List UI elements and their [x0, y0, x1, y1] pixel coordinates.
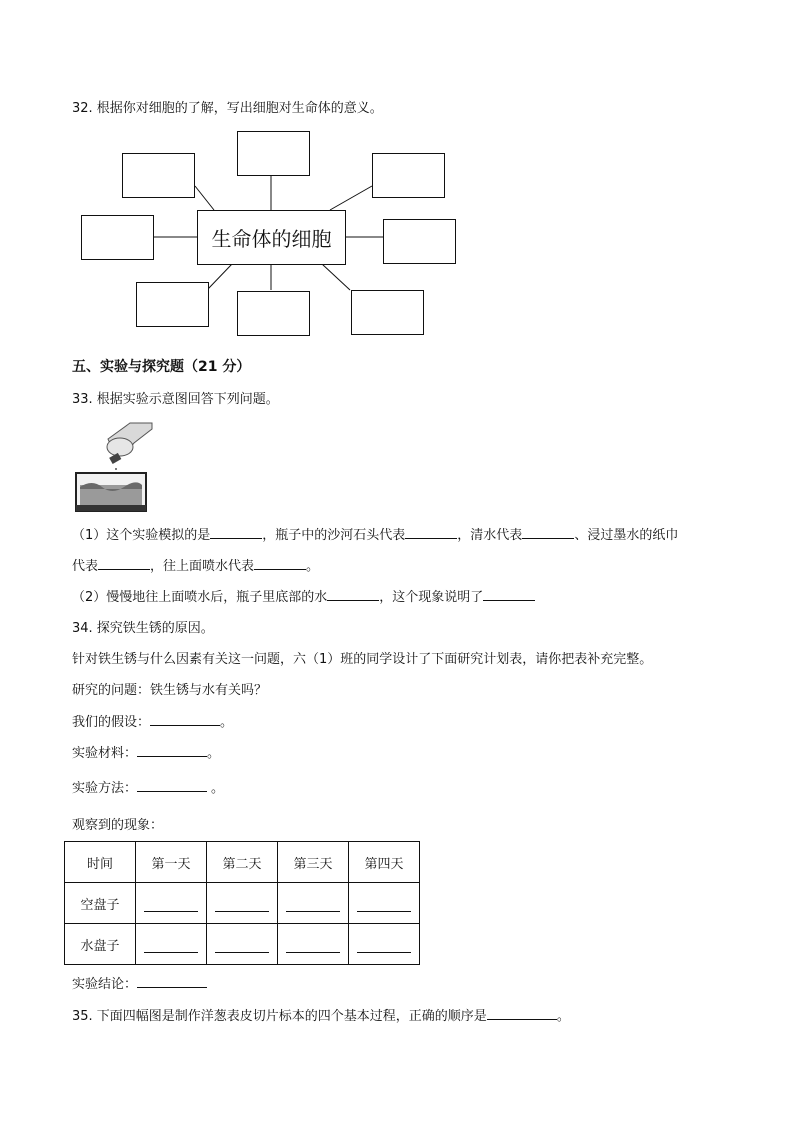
table-header-row — [65, 842, 420, 883]
table-row — [65, 883, 420, 924]
mind-map-box-top[interactable] — [237, 131, 310, 176]
q34-hypothesis-line: 我们的假设： 。 — [72, 715, 234, 730]
answer-cell[interactable] — [136, 924, 207, 965]
spray-bottle-icon — [107, 423, 152, 464]
answer-blank[interactable] — [137, 779, 207, 792]
q33-part2 — [72, 588, 535, 607]
answer-blank[interactable] — [254, 557, 306, 570]
water-tank-icon — [76, 473, 146, 511]
experiment-illustration — [72, 417, 162, 513]
mind-map-box-right[interactable] — [383, 219, 456, 264]
q34-intro: 针对铁生锈与什么因素有关这一问题，六（1）班的同学设计了下面研究计划表，请你把表补充完整。 — [72, 652, 653, 667]
q32-text: 32. 根据你对细胞的了解，写出细胞对生命体的意义。 — [72, 101, 383, 116]
section-title: 五、实验与探究题（21 分） — [72, 359, 251, 375]
q33-p1e: 代表 — [72, 559, 99, 574]
q33-title: 33. 根据实验示意图回答下列问题。 — [72, 392, 279, 407]
row-label: 空盘子 — [65, 883, 136, 924]
answer-cell[interactable] — [136, 883, 207, 924]
answer-cell[interactable] — [349, 924, 420, 965]
q33-part1-line1 — [72, 526, 678, 545]
mind-map-box-bottom[interactable] — [237, 291, 310, 336]
q34-materials-line: 实验材料： 。 — [72, 746, 221, 761]
table-header-cell: 时间 — [65, 842, 136, 883]
q34-method-line: 实验方法： 。 — [72, 781, 225, 796]
answer-blank[interactable] — [210, 526, 262, 539]
q34-conclusion: 实验结论： — [72, 977, 138, 992]
answer-blank[interactable] — [150, 713, 220, 726]
q34-title: 34. 探究铁生锈的原因。 — [72, 621, 214, 636]
observation-table — [64, 841, 420, 965]
table-header-cell: 第一天 — [136, 842, 207, 883]
table-header-cell: 第四天 — [349, 842, 420, 883]
mind-map-connectors — [0, 0, 794, 400]
mind-map-box-top-right[interactable] — [372, 153, 445, 198]
table-header-cell: 第三天 — [278, 842, 349, 883]
mind-map-box-left[interactable] — [81, 215, 154, 260]
q33-p1a: （1）这个实验模拟的是 — [72, 528, 211, 543]
q35-line: 35. 下面四幅图是制作洋葱表皮切片标本的四个基本过程，正确的顺序是 。 — [72, 1009, 570, 1024]
answer-blank[interactable] — [483, 588, 535, 601]
answer-cell[interactable] — [207, 883, 278, 924]
q35-text: 35. 下面四幅图是制作洋葱表皮切片标本的四个基本过程，正确的顺序是 — [72, 1009, 487, 1024]
answer-cell[interactable] — [349, 883, 420, 924]
answer-blank[interactable] — [487, 1007, 557, 1020]
q33-p1b: ，瓶子中的沙河石头代表 — [262, 528, 406, 543]
answer-blank[interactable] — [405, 526, 457, 539]
answer-blank[interactable] — [137, 975, 207, 988]
q33-p2a: （2）慢慢地往上面喷水后，瓶子里底部的水 — [72, 590, 328, 605]
answer-blank[interactable] — [522, 526, 574, 539]
q33-p2b: ，这个现象说明了 — [379, 590, 484, 605]
mind-map-box-bottom-right[interactable] — [351, 290, 424, 335]
q33-p1g: 。 — [306, 559, 320, 574]
q33-p1d: 、浸过墨水的纸巾 — [574, 528, 679, 543]
q34-conclusion-line — [72, 975, 207, 994]
answer-blank[interactable] — [98, 557, 150, 570]
answer-cell[interactable] — [207, 924, 278, 965]
q34-hypothesis: 我们的假设： — [72, 715, 151, 730]
q34-materials: 实验材料： — [72, 746, 138, 761]
q34-question: 研究的问题：铁生锈与水有关吗？ — [72, 683, 268, 698]
table-header-cell: 第二天 — [207, 842, 278, 883]
mind-map-center: 生命体的细胞 — [197, 210, 346, 265]
row-label: 水盘子 — [65, 924, 136, 965]
mind-map-box-top-left[interactable] — [122, 153, 195, 198]
answer-cell[interactable] — [278, 883, 349, 924]
answer-blank[interactable] — [327, 588, 379, 601]
answer-blank[interactable] — [137, 744, 207, 757]
answer-cell[interactable] — [278, 924, 349, 965]
q33-part1-line2 — [72, 557, 319, 576]
q34-observed: 观察到的现象： — [72, 818, 164, 833]
q34-method: 实验方法： — [72, 781, 138, 796]
table-row — [65, 924, 420, 965]
q33-p1f: ，往上面喷水代表 — [150, 559, 255, 574]
mind-map-box-bottom-left[interactable] — [136, 282, 209, 327]
q33-p1c: ，清水代表 — [457, 528, 523, 543]
